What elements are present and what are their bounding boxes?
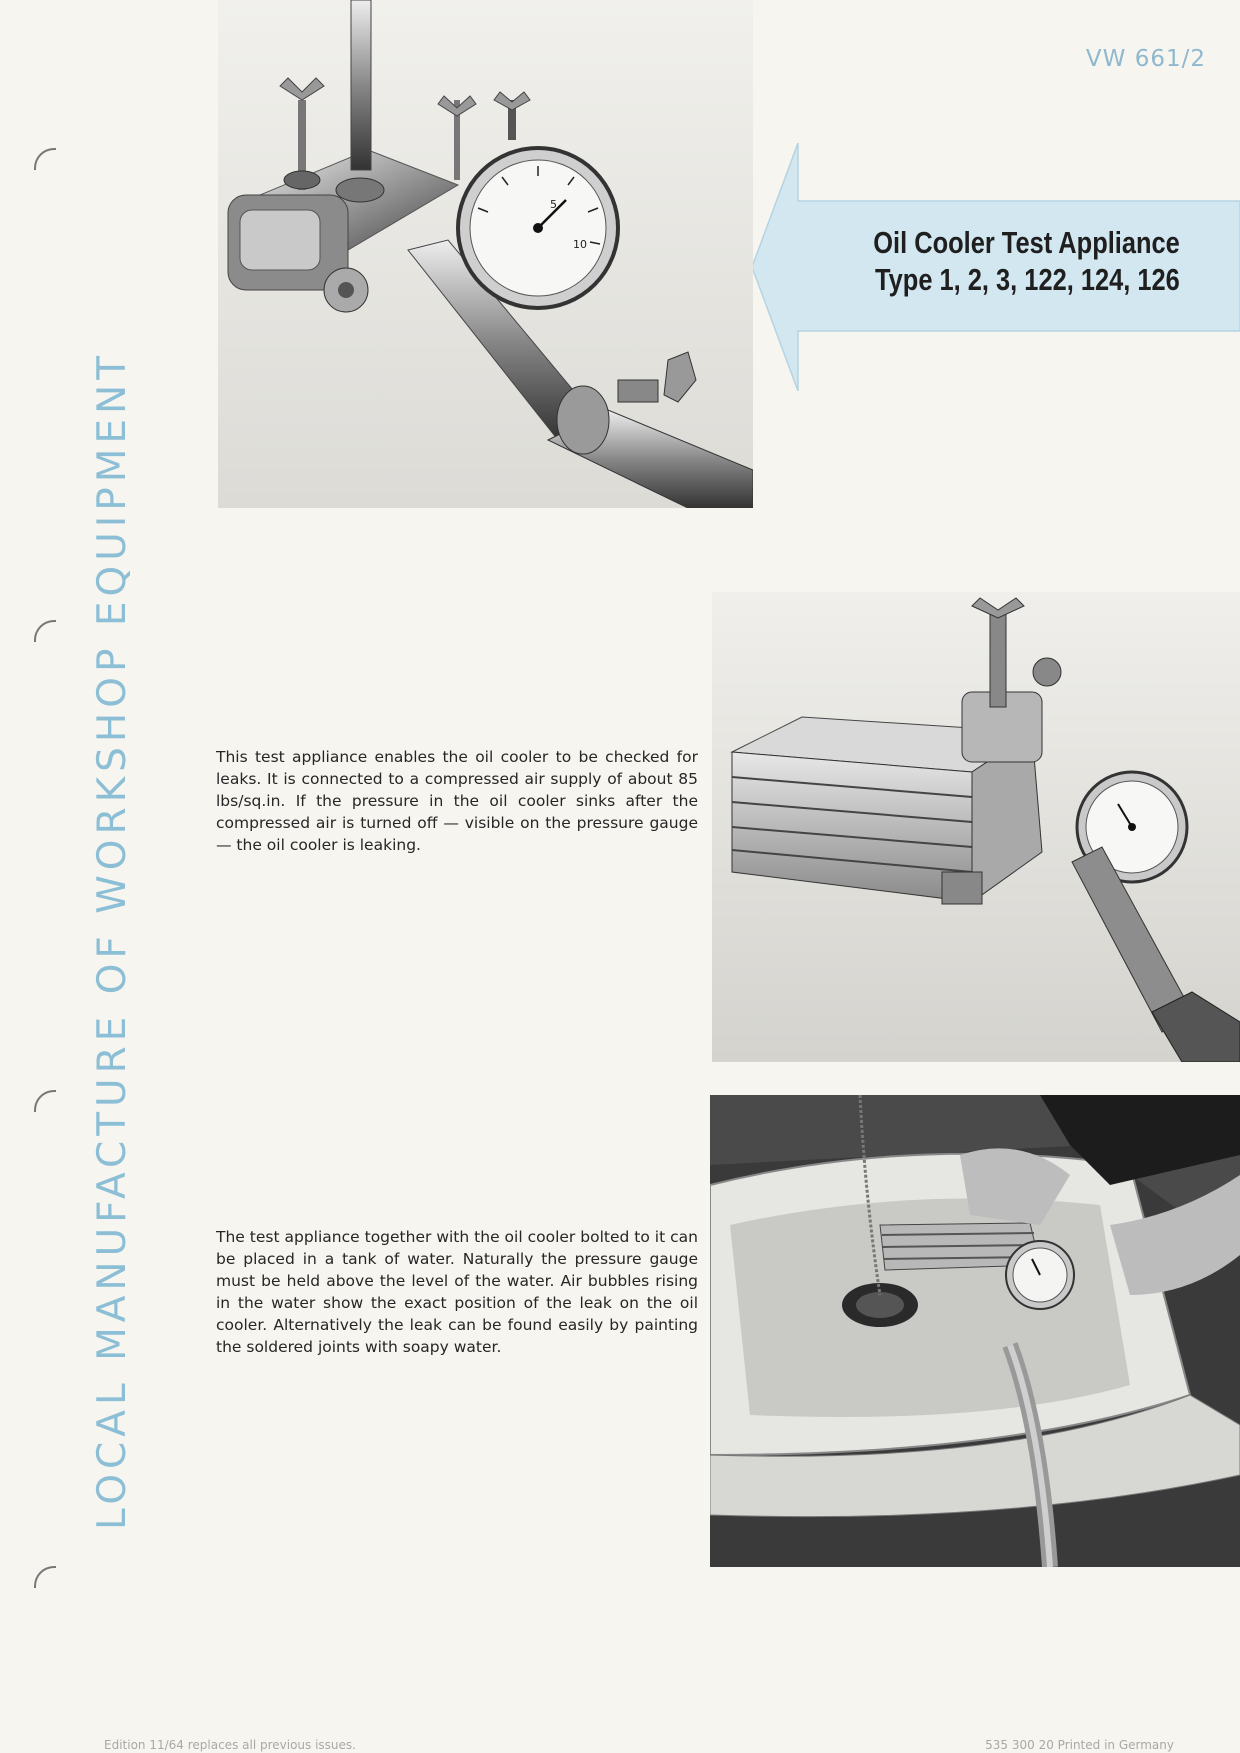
title-line-1: Oil Cooler Test Appliance <box>873 225 1180 260</box>
photo-water-tank-test <box>710 1095 1240 1567</box>
paragraph-leak-check: This test appliance enables the oil cooler to be checked for leaks. It is connected to a compressed air supply of about 85 lbs/sq.in. If the pressure in the oil cooler sinks after the compressed air is turned off — visible on the pressure gauge — the oil cooler is leaking. <box>216 748 698 854</box>
footer-print-code: 535 300 20 Printed in Germany <box>985 1738 1174 1752</box>
punch-hole-mark <box>34 148 56 170</box>
page-title <box>873 224 1180 298</box>
gauge-label-5: 5 <box>550 198 557 211</box>
punch-hole-mark <box>34 1090 56 1112</box>
document-number: VW 661/2 <box>1085 46 1206 72</box>
title-line-2: Type 1, 2, 3, 122, 124, 126 <box>875 262 1180 297</box>
punch-hole-mark <box>34 1566 56 1588</box>
photo-oil-cooler-mounted <box>712 592 1240 1062</box>
paragraph-water-tank: The test appliance together with the oil cooler bolted to it can be placed in a tank of water. Naturally the pressure gauge must be held above the level of the water. Air bubbles rising in the water show the exact position of the leak on the oil cooler. Alternatively the leak can be found easily by painting the soldered joints with soapy water. <box>216 1228 698 1356</box>
gauge-label-10: 10 <box>573 238 587 251</box>
photo-test-appliance <box>218 0 753 508</box>
footer-edition: Edition 11/64 replaces all previous issues. <box>104 1738 356 1752</box>
punch-hole-mark <box>34 620 56 642</box>
side-title: LOCAL MANUFACTURE OF WORKSHOP EQUIPMENT <box>90 350 135 1530</box>
